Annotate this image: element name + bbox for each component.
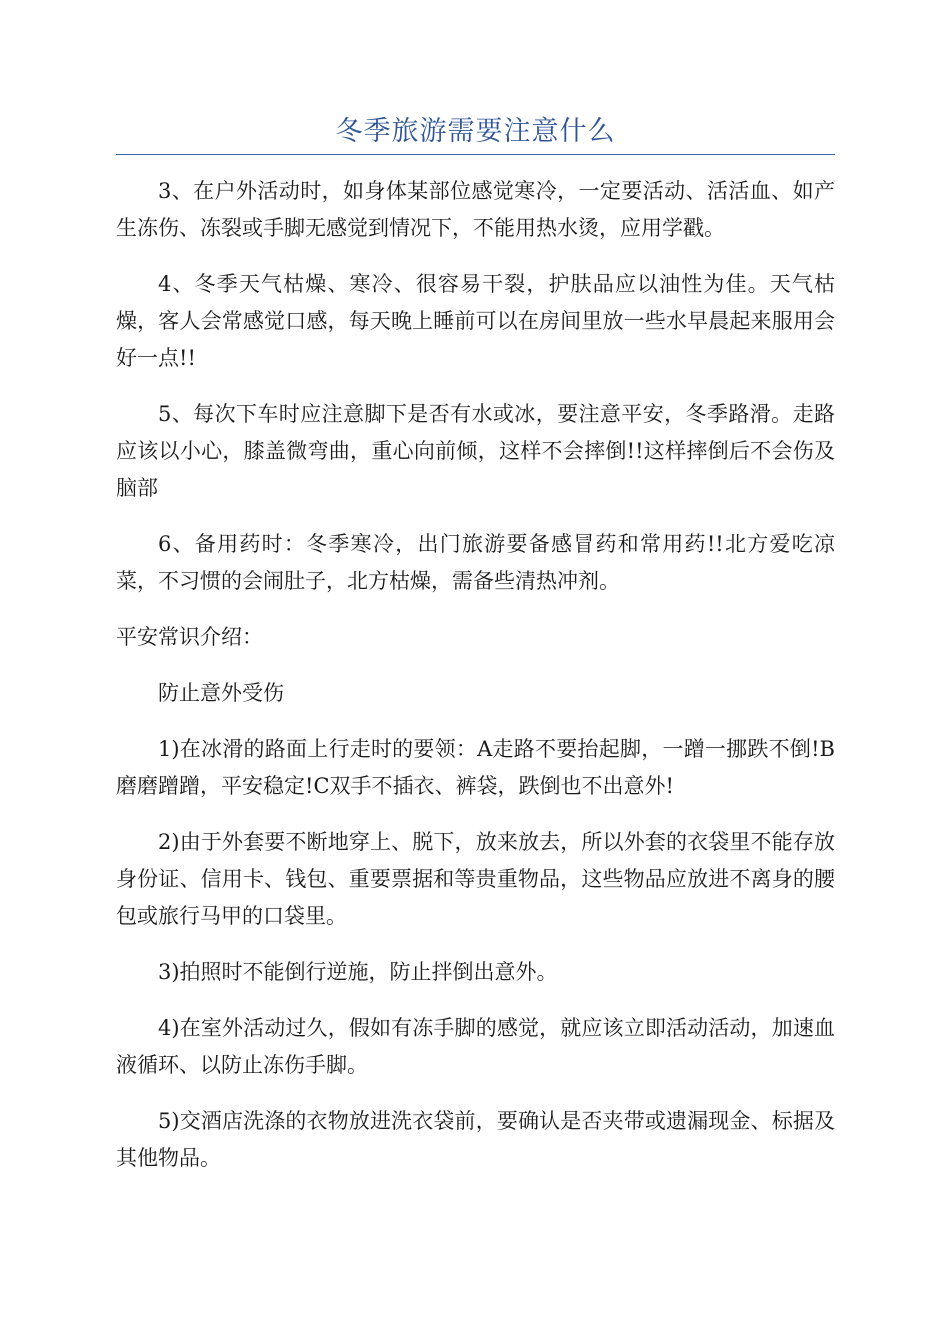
- section-heading: 平安常识介绍：: [116, 625, 263, 649]
- paragraph: 3)拍照时不能倒行逆施，防止拌倒出意外。: [158, 960, 558, 984]
- paragraph: 3、在户外活动时，如身体某部位感觉寒冷，一定要活动、活活血、如产生冻伤、冻裂或手脚无感觉到情况下，不能用热水烫，应用学戳。: [116, 179, 835, 240]
- paragraph: 2)由于外套要不断地穿上、脱下，放来放去，所以外套的衣袋里不能存放身份证、信用卡、钱包、重要票据和等贵重物品，这些物品应放进不离身的腰包或旅行马甲的口袋里。: [116, 830, 835, 928]
- paragraph: 4、冬季天气枯燥、寒冷、很容易干裂，护肤品应以油性为佳。天气枯燥，客人会常感觉口感，每天晚上睡前可以在房间里放一些水早晨起来服用会好一点!!: [116, 272, 835, 370]
- paragraph: 6、备用药时：冬季寒冷，出门旅游要备感冒药和常用药!!北方爱吃凉菜，不习惯的会闹肚子，北方枯燥，需备些清热冲剂。: [116, 532, 835, 593]
- subsection-heading: 防止意外受伤: [158, 681, 284, 705]
- document-title: 冬季旅游需要注意什么: [335, 116, 616, 147]
- paragraph: 5、每次下车时应注意脚下是否有水或冰，要注意平安，冬季路滑。走路应该以小心，膝盖微弯曲，重心向前倾，这样不会摔倒!!这样摔倒后不会伤及脑部: [116, 402, 835, 500]
- document-body: [116, 173, 835, 1196]
- paragraph: 1)在冰滑的路面上行走时的要领：A走路不要抬起脚，一蹭一挪跌不倒!B磨磨蹭蹭，平安稳定!C双手不插衣、裤袋，跌倒也不出意外!: [116, 737, 835, 798]
- title-divider: [116, 154, 835, 155]
- paragraph: 5)交酒店洗涤的衣物放进洗衣袋前，要确认是否夹带或遗漏现金、标据及其他物品。: [116, 1109, 835, 1170]
- paragraph: 4)在室外活动过久，假如有冻手脚的感觉，就应该立即活动活动，加速血液循环、以防止冻伤手脚。: [116, 1016, 835, 1077]
